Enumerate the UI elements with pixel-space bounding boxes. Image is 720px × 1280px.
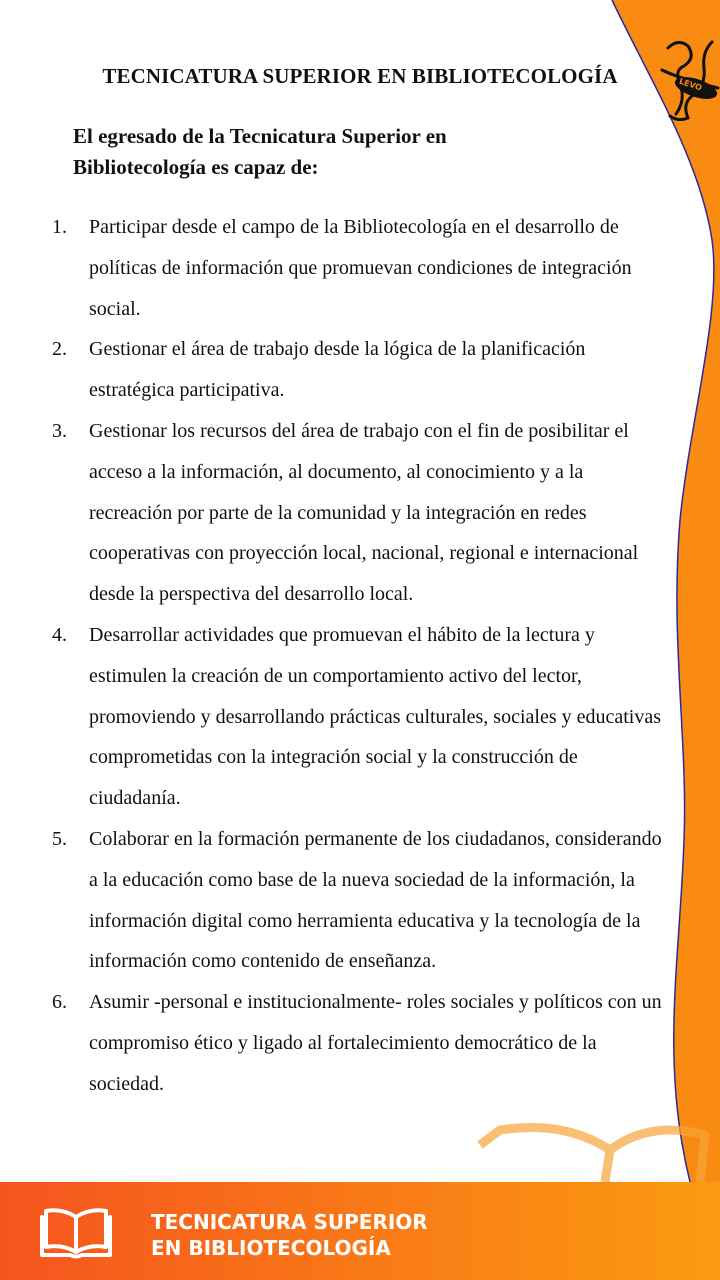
item-number: 3. — [52, 419, 67, 442]
item-number: 6. — [52, 991, 67, 1014]
footer-title — [151, 1209, 428, 1261]
footer-banner — [0, 1182, 720, 1280]
intro-line-1: El egresado de la Tecnicatura Superior en — [73, 124, 447, 148]
svg-text:LEVO: LEVO — [677, 76, 704, 93]
item-number: 5. — [52, 827, 67, 850]
list-item — [52, 329, 662, 411]
page-title: TECNICATURA SUPERIOR EN BIBLIOTECOLOGÍA — [102, 64, 618, 88]
intro-line-2: Bibliotecología es capaz de: — [73, 155, 319, 179]
competencies-list — [52, 207, 662, 1105]
item-number: 2. — [52, 338, 67, 361]
item-text: Asumir -personal e institucionalmente- roles sociales y políticos con un compromiso ético y ligado al fortalecimiento democrático de la sociedad. — [89, 991, 662, 1095]
intro-text — [73, 121, 593, 183]
item-number: 1. — [52, 216, 67, 238]
open-book-icon — [40, 1205, 112, 1259]
list-item — [52, 982, 662, 1104]
list-item — [52, 615, 662, 819]
item-text: Participar desde el campo de la Bibliotecología en el desarrollo de políticas de información que promuevan condiciones de integración social. — [89, 216, 632, 320]
item-text: Colaborar en la formación permanente de los ciudadanos, considerando a la educación como base de la nueva sociedad de la información, la información digital como herramienta educativa y la tecnología de la información como contenido de enseñanza. — [89, 827, 662, 973]
list-item — [52, 819, 662, 982]
footer-line-1: TECNICATURA SUPERIOR — [151, 1210, 428, 1234]
item-number: 4. — [52, 623, 67, 646]
item-text: Desarrollar actividades que promuevan el hábito de la lectura y estimulen la creación de un comportamiento activo del lector, promoviendo y desarrollando prácticas culturales, sociales y educativas comprometidas con la integración social y la construcción de ciudadanía. — [89, 623, 662, 810]
item-text: Gestionar los recursos del área de trabajo con el fin de posibilitar el acceso a la información, al documento, al conocimiento y a la recreación por parte de la comunidad y la integración en redes cooperativas con proyección local, nacional, regional e internacional desde la perspectiva del desarrollo local. — [89, 419, 639, 606]
footer-line-2: EN BIBLIOTECOLOGÍA — [151, 1236, 391, 1260]
list-item — [52, 411, 662, 615]
faint-book-watermark — [480, 1128, 705, 1183]
list-item — [52, 207, 662, 329]
item-text: Gestionar el área de trabajo desde la lógica de la planificación estratégica participativa. — [89, 338, 586, 402]
